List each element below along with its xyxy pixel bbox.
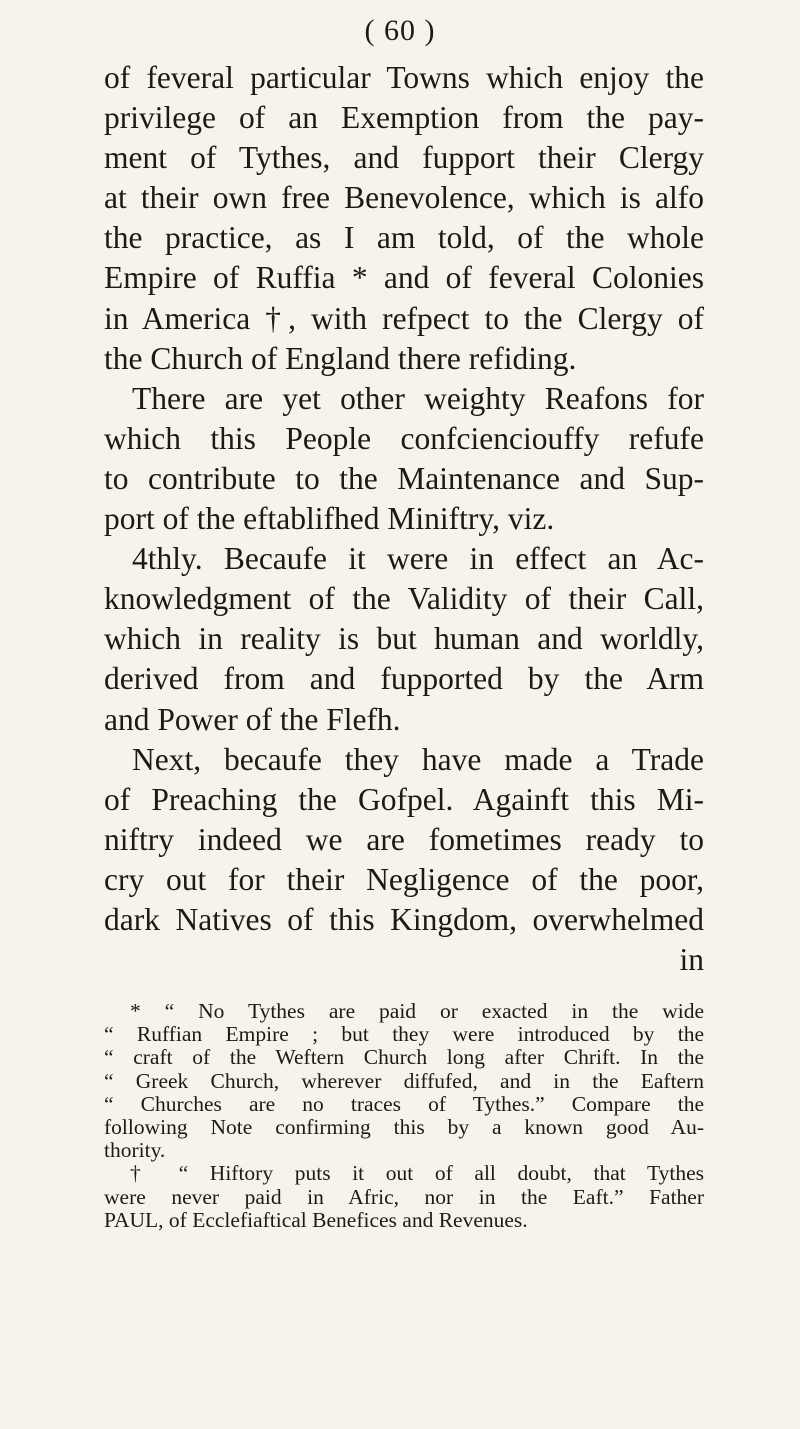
text-line: to contribute to the Maintenance and Sup- [104,460,704,496]
text-line: of Preaching the Gofpel. Againft this Mi- [104,781,704,817]
text-line: dark Natives of this Kingdom, overwhelmed [104,901,704,937]
text-line: port of the eftablifhed Miniftry, viz. [104,501,555,537]
text-line: There are yet other weighty Reafons for [132,380,704,416]
text-line: cry out for their Negligence of the poor, [104,861,704,897]
text-line: 4thly. Becaufe it were in effect an Ac- [132,541,704,577]
footnote-line: “ Greek Church, wherever diffufed, and in the Eaftern [104,1068,704,1093]
text-line: ment of Tythes, and fupport their Clergy [104,140,704,176]
text-line: the practice, as I am told, of the whole [104,220,704,256]
text-line: derived from and fupported by the Arm [104,661,704,697]
footnote-line: PAUL, of Ecclefiaftical Benefices and Revenues. [104,1207,528,1232]
footnote-line: “ Ruffian Empire ; but they were introduced by the [104,1022,704,1047]
footnote-line: were never paid in Afric, nor in the Eaft.” Father [104,1184,704,1209]
footnote-line: following Note confirming this by a known good Au- [104,1114,704,1139]
text-line: the Church of England there refiding. [104,340,577,376]
text-line: at their own free Benevolence, which is alfo [104,180,704,216]
page-number: ( 60 ) [364,14,436,47]
footnote-line: “ Churches are no traces of Tythes.” Compare the [104,1091,704,1116]
text-line: of feveral particular Towns which enjoy the [104,60,704,95]
text-line: which this People confcienciouffy refufe [104,420,704,456]
text-line: Next, becaufe they have made a Trade [132,741,704,777]
footnotes [104,1000,704,1232]
text-line: niftry indeed we are fometimes ready to [104,821,704,857]
text-line: Empire of Ruffia * and of feveral Colonies [104,260,704,296]
footnote-line: † “ Hiftory puts it out of all doubt, that Tythes [130,1161,704,1186]
text-line: which in reality is but human and worldly, [104,621,704,657]
footnote-line: * “ No Tythes are paid or exacted in the wide [130,999,704,1023]
text-line: knowledgment of the Validity of their Call, [104,581,704,617]
footnote-line: thority. [104,1138,166,1163]
footnote-line: “ craft of the Weftern Church long after Chrift. In the [104,1045,704,1070]
text-line: and Power of the Flefh. [104,701,401,737]
text-line: privilege of an Exemption from the pay- [104,100,704,136]
main-text [104,58,704,980]
catchword: in [679,942,704,978]
text-line: in America †, with refpect to the Clergy of [104,300,704,336]
